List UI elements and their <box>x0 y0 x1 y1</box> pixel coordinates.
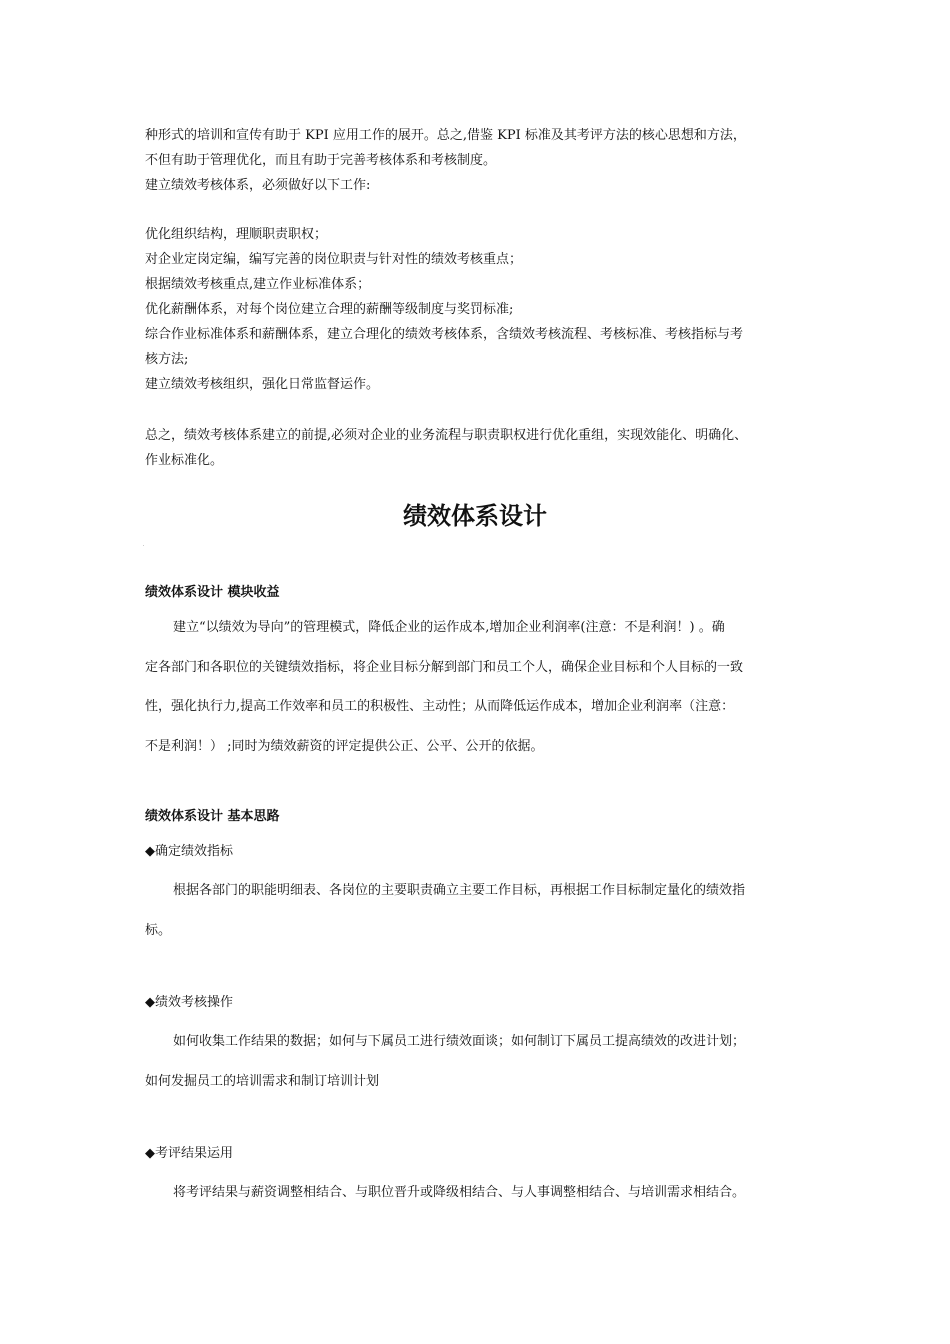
intro-line-2: 不但有助于管理优化，而且有助于完善考核体系和考核制度。 <box>145 153 497 168</box>
summary-line-2: 作业标准化。 <box>145 453 224 468</box>
approach-item-text: 标。 <box>145 923 172 938</box>
task-item: 综合作业标准体系和薪酬体系，建立合理化的绩效考核体系，含绩效考核流程、考核标准、考核指标与考 <box>145 327 744 342</box>
divider-mark <box>143 545 144 546</box>
approach-item-label: ◆考评结果运用 <box>145 1146 233 1161</box>
task-item: 建立绩效考核组织，强化日常监督运作。 <box>145 377 380 392</box>
approach-item-text: 如何发掘员工的培训需求和制订培训计划 <box>145 1074 380 1089</box>
approach-item-label: ◆绩效考核操作 <box>145 995 233 1010</box>
approach-item-text: 如何收集工作结果的数据；如何与下属员工进行绩效面谈；如何制订下属员工提高绩效的改进计划； <box>173 1034 746 1049</box>
task-item: 优化薪酬体系，对每个岗位建立合理的薪酬等级制度与奖罚标准; <box>145 302 514 317</box>
benefit-line: 不是利润！） ;同时为绩效薪资的评定提供公正、公平、公开的依据。 <box>145 739 544 754</box>
intro-line-3: 建立绩效考核体系，必须做好以下工作: <box>145 178 371 193</box>
section-heading-approach: 绩效体系设计 基本思路 <box>145 809 280 824</box>
intro-line-1: 种形式的培训和宣传有助于 KPI 应用工作的展开。总之,借鉴 KPI 标准及其考评方法的核心思想和方法， <box>145 128 746 143</box>
task-item: 根据绩效考核重点,建立作业标准体系； <box>145 277 371 292</box>
approach-item-text: 根据各部门的职能明细表、各岗位的主要职责确立主要工作目标，再根据工作目标制定量化的绩效指 <box>173 883 746 898</box>
page-title: 绩效体系设计 <box>403 502 547 530</box>
benefit-line: 建立“以绩效为导向”的管理模式，降低企业的运作成本,增加企业利润率(注意：不是利润！) 。确 <box>173 620 725 635</box>
task-item: 优化组织结构，理顺职责职权； <box>145 227 328 242</box>
task-item: 对企业定岗定编，编写完善的岗位职责与针对性的绩效考核重点； <box>145 252 523 267</box>
benefit-line: 性，强化执行力,提高工作效率和员工的积极性、主动性；从而降低运作成本，增加企业利润率（注意： <box>145 699 735 714</box>
task-item: 核方法; <box>145 352 189 367</box>
summary-line-1: 总之，绩效考核体系建立的前提,必须对企业的业务流程与职责职权进行优化重组，实现效能化、明确化、 <box>145 428 748 443</box>
benefit-line: 定各部门和各职位的关键绩效指标，将企业目标分解到部门和员工个人，确保企业目标和个人目标的一致 <box>145 660 744 675</box>
approach-item-text: 将考评结果与薪资调整相结合、与职位晋升或降级相结合、与人事调整相结合、与培训需求相结合。 <box>173 1185 746 1200</box>
approach-item-label: ◆确定绩效指标 <box>145 844 233 859</box>
section-heading-benefit: 绩效体系设计 模块收益 <box>145 585 280 600</box>
